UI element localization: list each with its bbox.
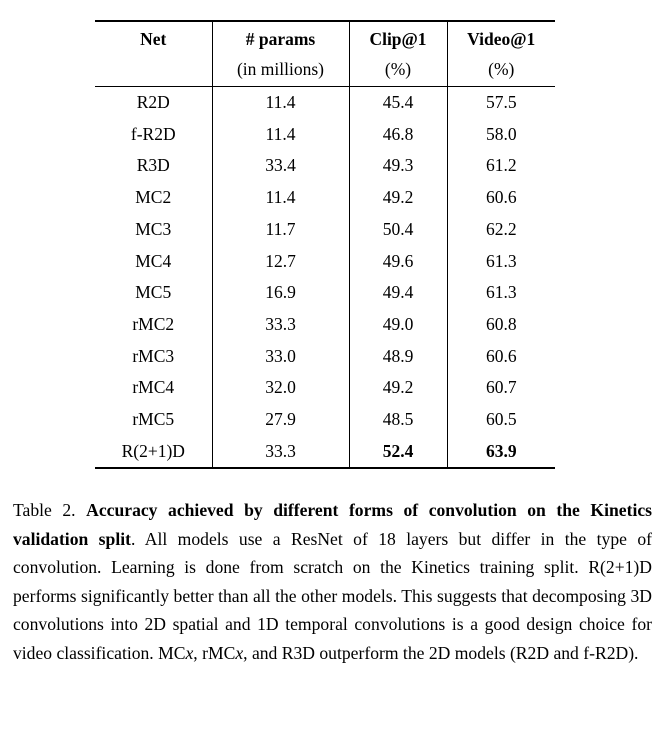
header-params bbox=[212, 21, 349, 87]
cell-net: rMC4 bbox=[132, 377, 175, 398]
cell-net: rMC3 bbox=[132, 345, 175, 366]
cell-video: 61.3 bbox=[447, 277, 555, 309]
cell-clip: 48.9 bbox=[349, 341, 447, 373]
table-row bbox=[95, 246, 555, 278]
cell-params: 11.4 bbox=[212, 87, 349, 119]
caption-segment: Table 2. bbox=[13, 500, 87, 520]
results-table bbox=[95, 20, 555, 469]
cell-params: 32.0 bbox=[212, 372, 349, 404]
caption-segment: , rMC bbox=[193, 642, 236, 663]
cell-video: 60.5 bbox=[447, 404, 555, 436]
cell-net: f-R2D bbox=[130, 123, 176, 144]
cell-clip: 49.3 bbox=[349, 150, 447, 182]
header-net-sublabel bbox=[95, 55, 212, 83]
header-net bbox=[95, 21, 212, 87]
cell-params: 27.9 bbox=[212, 404, 349, 436]
header-clip bbox=[349, 21, 447, 87]
header-params-label: # params bbox=[245, 29, 316, 49]
cell-params: 33.3 bbox=[212, 436, 349, 469]
cell-params: 11.4 bbox=[212, 119, 349, 151]
caption-segment: x bbox=[235, 642, 244, 663]
cell-clip: 45.4 bbox=[349, 87, 447, 119]
table-row bbox=[95, 404, 555, 436]
cell-net: MC4 bbox=[135, 250, 172, 271]
caption-segment: . All models use a ResNet of 18 layers but differ in the type of convolution. Learning is done from scratch on the Kinetics training split. R(2+1)D performs significantly better than all the other models. This suggests that decomposing 3D convolutions into 2D spatial and 1D temporal convolutions is a good design choice for video classification. MC bbox=[13, 528, 652, 663]
cell-params: 16.9 bbox=[212, 277, 349, 309]
cell-video: 62.2 bbox=[447, 214, 555, 246]
table-caption bbox=[13, 496, 652, 668]
cell-video: 60.6 bbox=[447, 341, 555, 373]
table-row bbox=[95, 87, 555, 119]
header-params-sublabel: (in millions) bbox=[236, 59, 324, 79]
cell-video: 63.9 bbox=[447, 436, 555, 469]
cell-video: 60.7 bbox=[447, 372, 555, 404]
header-net-label: Net bbox=[140, 29, 167, 49]
header-video bbox=[447, 21, 555, 87]
cell-net: MC5 bbox=[135, 282, 172, 303]
cell-video: 58.0 bbox=[447, 119, 555, 151]
cell-params: 33.0 bbox=[212, 341, 349, 373]
cell-clip: 49.6 bbox=[349, 246, 447, 278]
cell-params: 11.4 bbox=[212, 182, 349, 214]
caption-segment: , and R3D outperform the 2D models (R2D and f-R2D). bbox=[243, 642, 639, 663]
cell-clip: 46.8 bbox=[349, 119, 447, 151]
table-row bbox=[95, 309, 555, 341]
table-row bbox=[95, 150, 555, 182]
cell-params: 33.3 bbox=[212, 309, 349, 341]
cell-clip: 49.2 bbox=[349, 372, 447, 404]
caption-segment: x bbox=[185, 642, 194, 663]
cell-video: 60.8 bbox=[447, 309, 555, 341]
cell-params: 11.7 bbox=[212, 214, 349, 246]
header-video-label: Video@1 bbox=[467, 29, 536, 49]
cell-clip: 49.4 bbox=[349, 277, 447, 309]
table-row bbox=[95, 341, 555, 373]
header-video-sublabel: (%) bbox=[488, 59, 515, 79]
cell-net: R(2+1)D bbox=[121, 440, 185, 461]
table-header-row bbox=[95, 21, 555, 87]
cell-net: MC2 bbox=[135, 187, 172, 208]
cell-video: 61.2 bbox=[447, 150, 555, 182]
cell-net: rMC2 bbox=[132, 313, 175, 334]
cell-video: 61.3 bbox=[447, 246, 555, 278]
cell-net: MC3 bbox=[135, 218, 172, 239]
table-row bbox=[95, 277, 555, 309]
table-row bbox=[95, 372, 555, 404]
cell-params: 12.7 bbox=[212, 246, 349, 278]
cell-net: R3D bbox=[136, 155, 170, 176]
cell-net: rMC5 bbox=[132, 409, 175, 430]
cell-clip: 50.4 bbox=[349, 214, 447, 246]
table-row bbox=[95, 214, 555, 246]
cell-clip: 49.0 bbox=[349, 309, 447, 341]
cell-params: 33.4 bbox=[212, 150, 349, 182]
table-body bbox=[95, 87, 555, 469]
cell-net: R2D bbox=[136, 92, 170, 112]
table-header bbox=[95, 21, 555, 87]
table-row bbox=[95, 436, 555, 469]
cell-video: 60.6 bbox=[447, 182, 555, 214]
cell-clip: 52.4 bbox=[349, 436, 447, 469]
cell-clip: 48.5 bbox=[349, 404, 447, 436]
table-row bbox=[95, 182, 555, 214]
cell-video: 57.5 bbox=[447, 87, 555, 119]
header-clip-sublabel: (%) bbox=[384, 59, 412, 79]
header-clip-label: Clip@1 bbox=[369, 29, 427, 49]
table-row bbox=[95, 119, 555, 151]
cell-clip: 49.2 bbox=[349, 182, 447, 214]
caption-segment: Accuracy achieved by different forms of convolution on the Kinetics validation split bbox=[13, 500, 652, 549]
